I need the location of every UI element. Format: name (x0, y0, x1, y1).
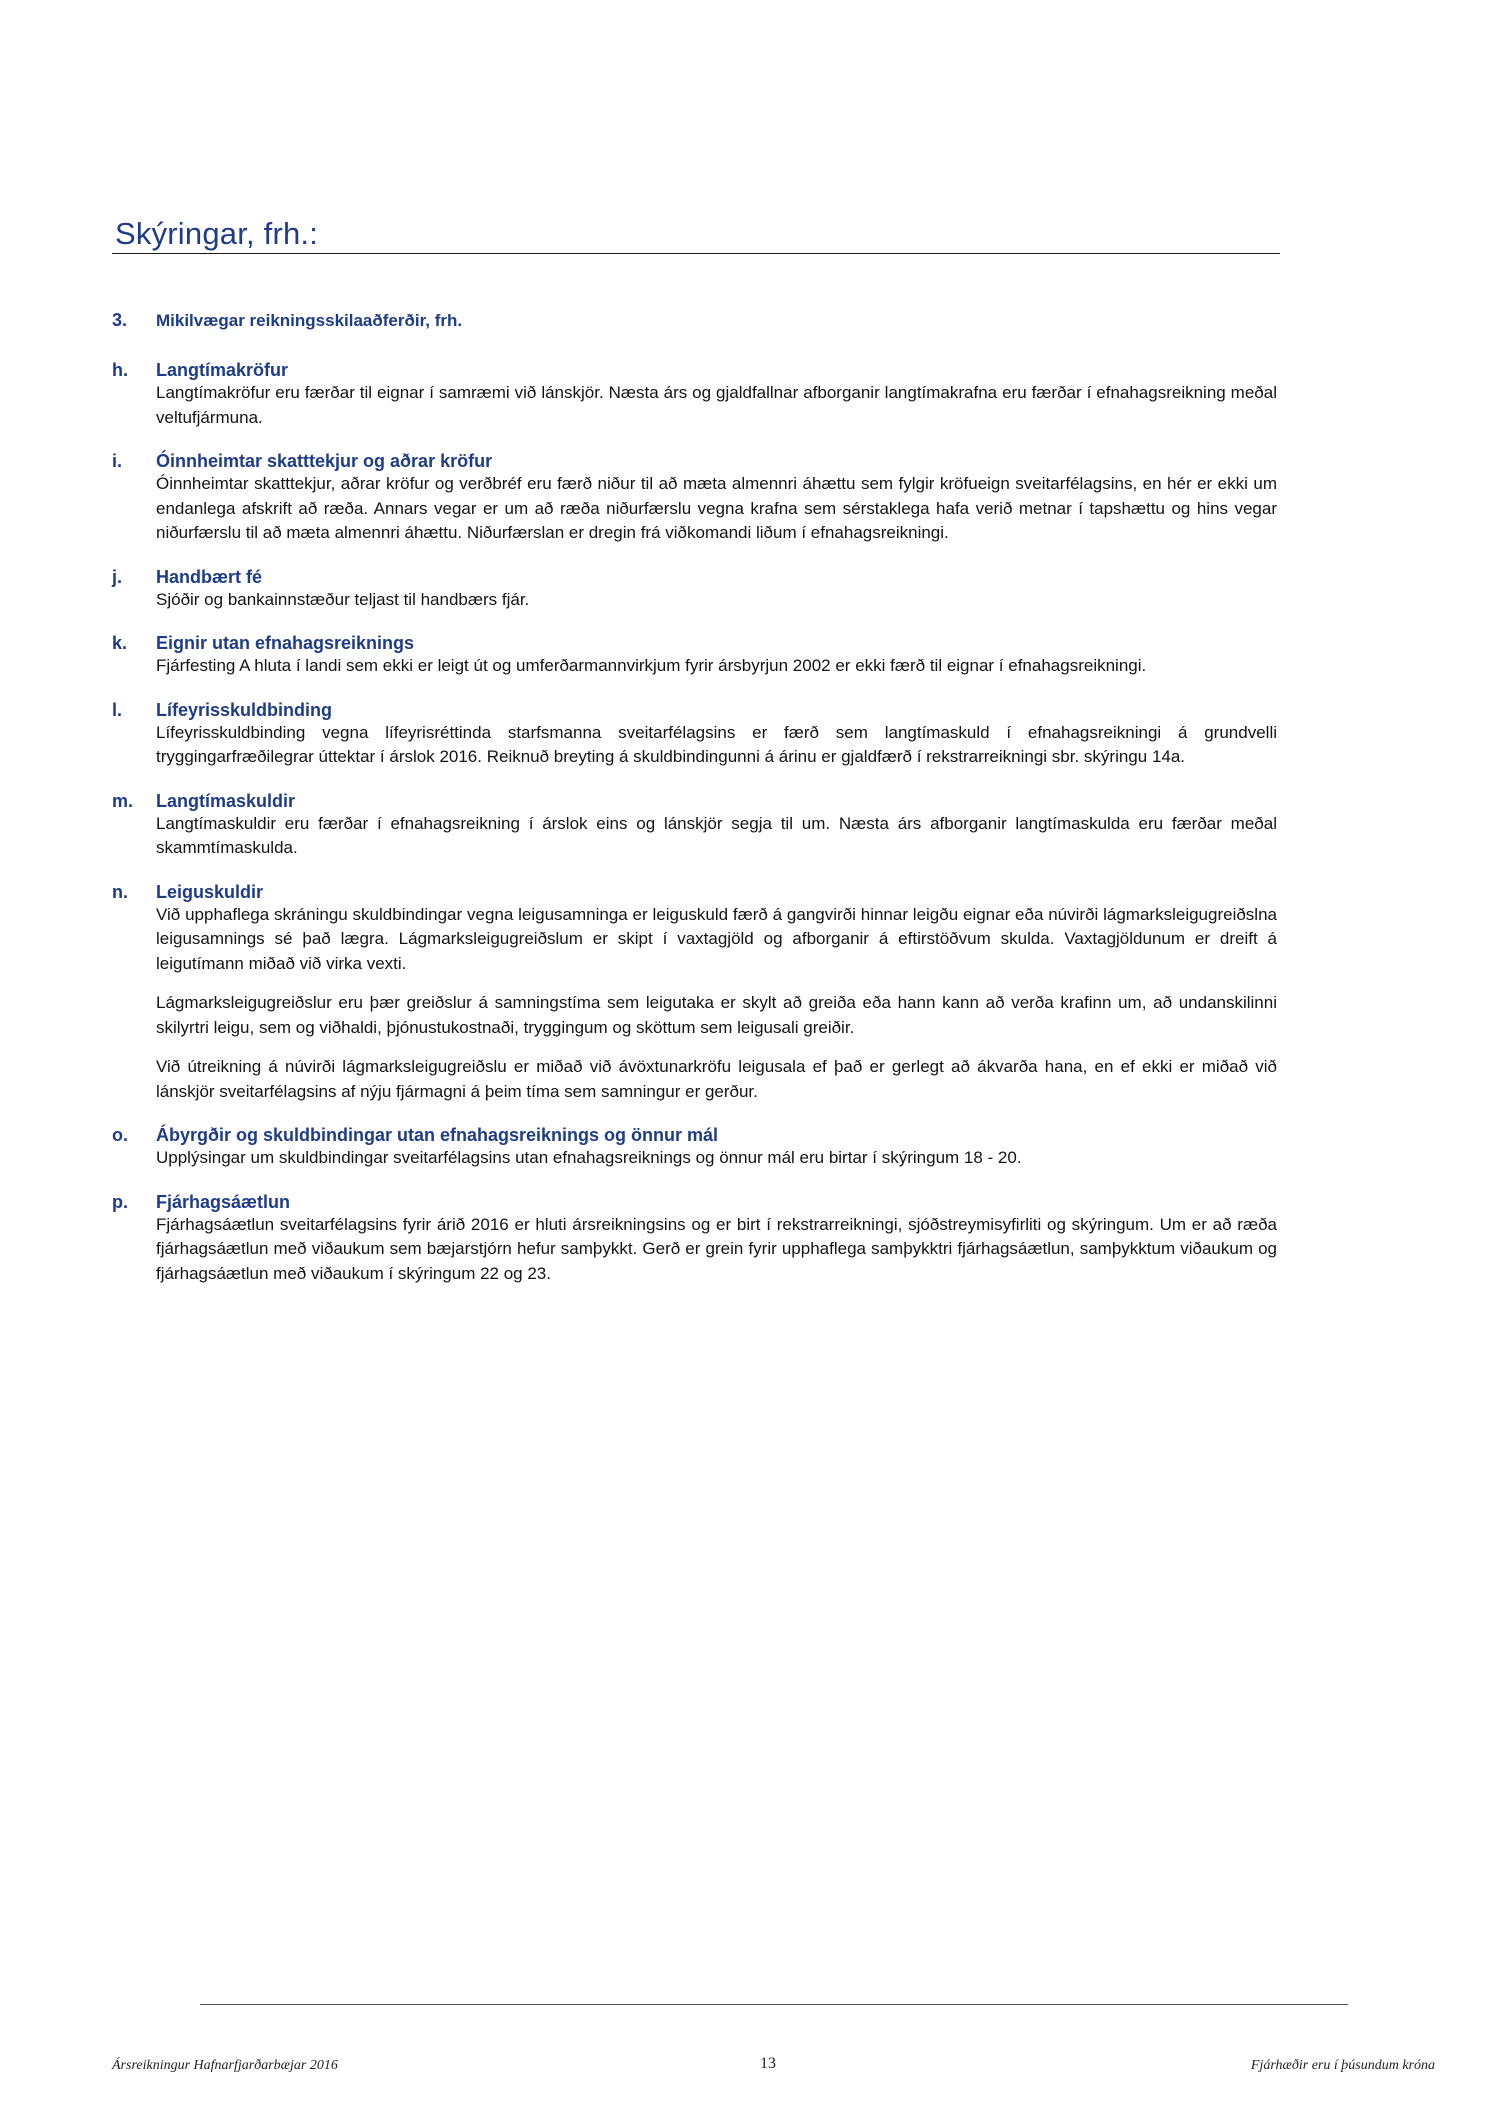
section-paragraph: Lífeyrisskuldbinding vegna lífeyrisréttinda starfsmanna sveitarfélagsins er færð sem langtímaskuld í efnahagsreikningi á grundvelli tryggingarfræðilegrar úttektar í árslok 2016. Reiknuð breyting á skuldbindingunni á árinu er gjaldfærð í rekstrarreikningi sbr. skýringu 14a. (156, 722, 1277, 766)
section-paragraph: Lágmarksleigugreiðslur eru þær greiðslur á samningstíma sem leigutaka er skylt að greiða eða hann kann að verða krafinn um, að undanskilinni skilyrtri leigu, sem og viðhaldi, þjónustukostnaði, tryggingum og sköttum sem leigusali greiðir. (156, 993, 1277, 1037)
section-h (112, 360, 1277, 430)
section-heading: Langtímakröfur (156, 360, 289, 380)
section-paragraph: Langtímaskuldir eru færðar í efnahagsreikning í árslok eins og lánskjör segja til um. Næsta árs afborganir langtímaskulda eru færðar meðal skammtímaskulda. (156, 813, 1277, 857)
section-l (112, 700, 1277, 770)
section-paragraph: Við upphaflega skráningu skuldbindingar vegna leigusamninga er leiguskuld færð á gangvirði hinnar leigðu eignar eða núvirði lágmarksleigugreiðslna leigusamnings sé það lægra. Lágmarksleigugreiðslum er skipt í vaxtagjöld og afborganir á eftirstöðvum skulda. Vaxtagjöldunum er dreift á leigutímann miðað við virka vexti. (156, 904, 1277, 973)
page-title: Skýringar, frh.: (115, 216, 319, 251)
section-letter: m. (112, 790, 134, 811)
section-i (112, 451, 1277, 546)
section-heading: Eignir utan efnahagsreiknings (156, 633, 415, 653)
footer-currency-note: Fjárhæðir eru í þúsundum króna (1250, 2058, 1435, 2073)
section-heading: Langtímaskuldir (156, 790, 296, 811)
section-heading: Óinnheimtar skatttekjur og aðrar kröfur (156, 451, 493, 471)
section-letter: n. (112, 881, 128, 902)
section-paragraph: Langtímakröfur eru færðar til eignar í samræmi við lánskjör. Næsta árs og gjaldfallnar afborganir langtímakrafna eru færðar í efnahagsreikning meðal veltufjármuna. (156, 383, 1277, 427)
section-n (112, 882, 1277, 1105)
section-3 (112, 310, 1277, 331)
title-underline (112, 253, 1280, 254)
section-paragraph: Fjárhagsáætlun sveitarfélagsins fyrir árið 2016 er hluti ársreikningsins og er birt í rekstrarreikningi, sjóðstreymisyfirliti og skýringum. Um er að ræða fjárhagsáætlun með viðaukum sem bæjarstjórn hefur samþykkt. Gerð er grein fyrir upphaflega samþykktri fjárhagsáætlun, samþykktum viðaukum og fjárhagsáætlun með viðaukum í skýringum 22 og 23. (156, 1214, 1277, 1283)
section-m (112, 791, 1277, 861)
section-paragraph: Fjárfesting A hluta í landi sem ekki er leigt út og umferðarmannvirkjum fyrir ársbyrjun 2002 er ekki færð til eignar í efnahagsreikningi. (156, 656, 1147, 675)
section-paragraph: Óinnheimtar skatttekjur, aðrar kröfur og verðbréf eru færð niður til að mæta almennri áhættu sem fylgir kröfueign sveitarfélagsins, en hér er ekki um endanlega afskrift að ræða. Annars vegar er um að ræða niðurfærslu vegna krafna sem sérstaklega hafa verið metnar í tapshættu og hins vegar niðurfærslu til að mæta almennri áhættu. Niðurfærslan er dregin frá viðkomandi liðum í efnahagsreikningi. (156, 474, 1277, 542)
section-letter: p. (112, 1191, 128, 1212)
footer-divider (200, 2004, 1348, 2005)
section-paragraph: Sjóðir og bankainnstæður teljast til handbærs fjár. (156, 589, 530, 609)
section-k (112, 633, 1277, 679)
section-p (112, 1192, 1277, 1287)
section-j (112, 567, 1277, 613)
notes-content (112, 310, 1277, 1307)
section-letter: l. (112, 699, 123, 720)
section-letter: i. (112, 451, 123, 471)
section-letter: o. (112, 1125, 128, 1145)
section-o (112, 1125, 1277, 1171)
section-letter: h. (112, 360, 128, 380)
section-heading: Ábyrgðir og skuldbindingar utan efnahagsreiknings og önnur mál (156, 1125, 719, 1145)
section-paragraph: Upplýsingar um skuldbindingar sveitarfélagsins utan efnahagsreiknings og önnur mál eru birtar í skýringum 18 - 20. (156, 1148, 1022, 1167)
section-paragraph: Við útreikning á núvirði lágmarksleigugreiðslu er miðað við ávöxtunarkröfu leigusala ef það er gerlegt að ákvarða hana, en ef ekki er miðað við lánskjör sveitarfélagsins af nýju fjármagni á þeim tíma sem samningur er gerður. (156, 1057, 1277, 1101)
section-letter: j. (112, 566, 123, 587)
footer-report-title: Ársreikningur Hafnarfjarðarbæjar 2016 (112, 2058, 338, 2073)
section-heading: Fjárhagsáætlun (156, 1191, 291, 1212)
section-letter: k. (112, 633, 128, 653)
page-number: 13 (760, 2055, 776, 2072)
section-heading: Lífeyrisskuldbinding (156, 699, 333, 720)
section-heading: Leiguskuldir (156, 881, 264, 902)
section-heading: Handbært fé (156, 566, 263, 587)
section-number: 3. (112, 310, 128, 330)
section-heading: Mikilvægar reikningsskilaaðferðir, frh. (156, 311, 463, 330)
